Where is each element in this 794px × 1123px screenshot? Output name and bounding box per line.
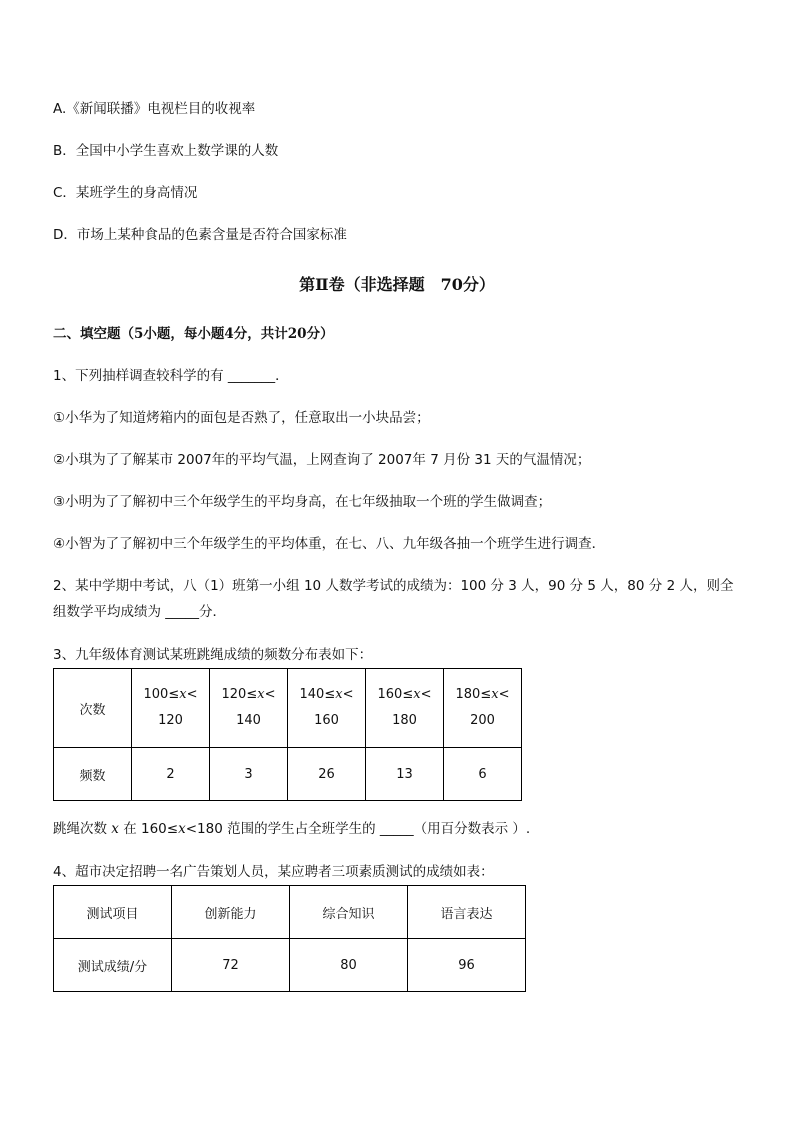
frequency-cell: 2 [132,748,210,801]
q3-followup-mid: 在 160≤ [118,821,179,837]
range-var: x [491,687,499,702]
frequency-cell: 26 [288,748,366,801]
score-cell: 72 [172,939,290,992]
range-high: 180 [392,713,417,728]
range-high: 140 [236,713,261,728]
header-cell: 综合知识 [290,886,408,939]
range-cell [288,669,366,748]
option-c: C．某班学生的身高情况 [53,185,198,201]
range-rel: < [186,687,198,702]
q2-stem: 2、某中学期中考试，八（1）班第一小组 10 人数学考试的成绩为：100 分 3 人，90 分 5 人，80 分 2 人，则全组数学平均成绩为 _____分． [53,578,734,620]
score-cell: 96 [408,939,526,992]
range-var: x [335,687,343,702]
row-label-count: 次数 [54,669,132,748]
range-var: x [413,687,421,702]
range-low: 160≤ [377,687,414,702]
range-cell [366,669,444,748]
frequency-cell: 6 [444,748,522,801]
option-a: A.《新闻联播》电视栏目的收视率 [53,101,256,117]
header-cell: 创新能力 [172,886,290,939]
range-rel: < [342,687,354,702]
q1-item-1: ①小华为了知道烤箱内的面包是否熟了，任意取出一小块品尝； [53,410,430,426]
frequency-table [53,668,522,801]
range-cell [132,669,210,748]
table-row [54,748,522,801]
q1-item-4: ④小智为了了解初中三个年级学生的平均体重，在七、八、九年级各抽一个班学生进行调查． [53,536,606,552]
score-table [53,885,526,992]
q3-stem: 3、九年级体育测试某班跳绳成绩的频数分布表如下： [53,647,373,663]
q4-stem: 4、超市决定招聘一名广告策划人员，某应聘者三项素质测试的成绩如表： [53,864,494,880]
q3-followup-var: x [178,821,186,837]
range-cell [210,669,288,748]
range-rel: < [264,687,276,702]
range-rel: < [498,687,510,702]
range-var: x [257,687,265,702]
score-cell: 80 [290,939,408,992]
range-low: 100≤ [143,687,180,702]
option-d: D．市场上某种食品的色素含量是否符合国家标准 [53,227,347,243]
range-high: 120 [158,713,183,728]
q3-followup-pre: 跳绳次数 [53,821,112,837]
q1-item-2: ②小琪为了了解某市 2007年的平均气温，上网查询了 2007年 7 月份 31 天的气温情况； [53,452,591,468]
range-low: 140≤ [299,687,336,702]
row-label-score: 测试成绩/分 [54,939,172,992]
range-high: 160 [314,713,339,728]
range-low: 120≤ [221,687,258,702]
q1-item-3: ③小明为了了解初中三个年级学生的平均身高，在七年级抽取一个班的学生做调查； [53,494,552,510]
range-cell [444,669,522,748]
range-low: 180≤ [455,687,492,702]
section-title: 第Ⅱ卷（非选择题 70分） [299,275,495,294]
table-row [54,669,522,748]
range-rel: < [420,687,432,702]
option-b: B．全国中小学生喜欢上数学课的人数 [53,143,279,159]
part-heading: 二、填空题（5小题，每小题4分，共计20分） [53,326,334,342]
frequency-cell: 3 [210,748,288,801]
range-high: 200 [470,713,495,728]
table-row [54,939,526,992]
q1-stem: 1、下列抽样调查较科学的有 _______． [53,368,289,384]
range-var: x [179,687,187,702]
q3-followup [53,819,530,839]
q3-followup-post: <180 范围的学生占全班学生的 _____（用百分数表示 ）. [185,821,531,837]
table-row [54,886,526,939]
row-label-frequency: 频数 [54,748,132,801]
header-cell: 语言表达 [408,886,526,939]
q3-followup-var: x [111,821,119,837]
frequency-cell: 13 [366,748,444,801]
header-cell: 测试项目 [54,886,172,939]
